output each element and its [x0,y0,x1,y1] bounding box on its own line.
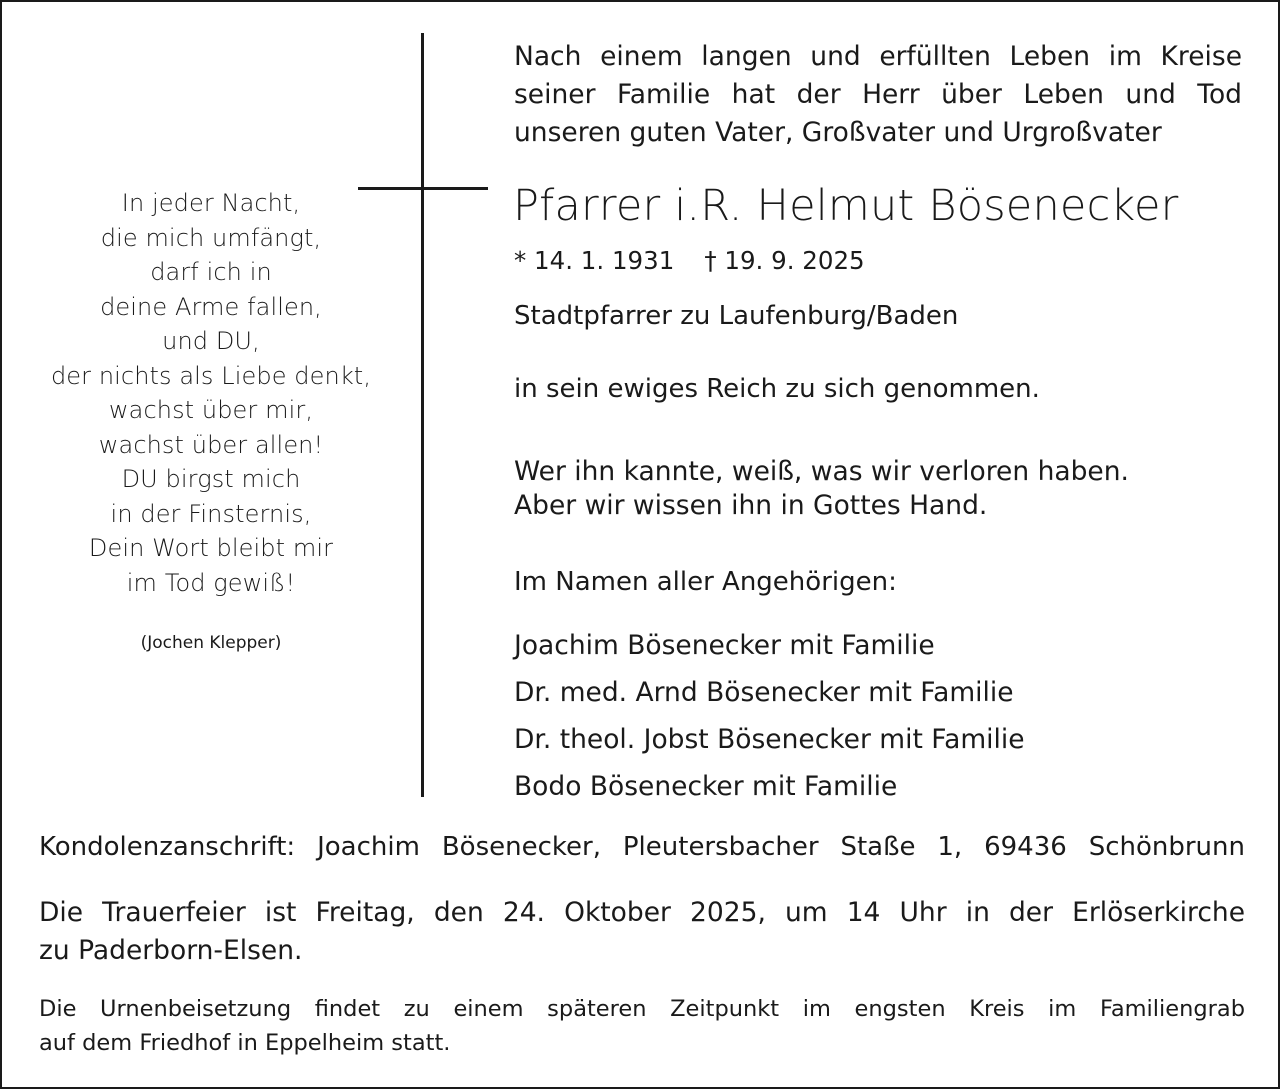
poem-line: wachst über allen! [98,430,324,459]
family-member: Joachim Bösenecker mit Familie [514,630,935,661]
birth-date: * 14. 1. 1931 [514,246,675,275]
poem-line: im Tod gewiß! [126,568,296,597]
poem-line: darf ich in [150,258,272,286]
death-date: † 19. 9. 2025 [704,246,865,275]
poem-line: In jeder Nacht, [121,189,301,217]
intro-text [514,38,1242,152]
funeral-line: Die Trauerfeier ist Freitag, den 24. Oktober 2025, um 14 Uhr in der Erlöserkirche [39,897,1245,928]
deceased-name: Pfarrer i.R. Helmut Bösenecker [513,181,1179,231]
family-member: Dr. theol. Jobst Bösenecker mit Familie [514,724,1025,755]
lost-text [514,455,1129,523]
poem-line: deine Arme fallen, [100,292,322,321]
deceased-role: Stadtpfarrer zu Laufenburg/Baden [514,301,959,331]
poem-line: wachst über mir, [108,396,314,424]
poem-line: die mich umfängt, [100,223,322,252]
urn-line: Die Urnenbeisetzung findet zu einem späteren Zeitpunkt im engsten Kreis im Familiengrab [39,996,1245,1022]
lost-line: Aber wir wissen ihn in Gottes Hand. [514,490,988,521]
family-list [514,622,1025,810]
cross-icon-vertical-bar [421,33,424,797]
poem-line: in der Finsternis, [110,499,312,528]
family-member: Dr. med. Arnd Bösenecker mit Familie [514,677,1014,708]
poem-line: und DU, [162,327,260,355]
poem-line: DU birgst mich [121,465,301,493]
intro-line: unseren guten Vater, Großvater und Urgroßvater [514,117,1162,148]
poem-line: Dein Wort bleibt mir [88,534,334,562]
condolence-address: Kondolenzanschrift: Joachim Bösenecker, Pleutersbacher Staße 1, 69436 Schönbrunn [39,832,1245,862]
poem-line: der nichts als Liebe denkt, [50,361,372,390]
family-member: Bodo Bösenecker mit Familie [514,771,898,802]
poem [36,186,386,600]
poem-author: (Jochen Klepper) [140,633,282,653]
life-dates [514,243,865,279]
intro-line: Nach einem langen und erfüllten Leben im Kreise [514,41,1242,72]
urn-burial [39,992,1245,1060]
urn-line: auf dem Friedhof in Eppelheim statt. [39,1030,451,1056]
lost-line: Wer ihn kannte, weiß, was wir verloren haben. [514,456,1129,487]
reich-text: in sein ewiges Reich zu sich genommen. [514,374,1040,404]
funeral-service [39,894,1245,970]
relatives-heading: Im Namen aller Angehörigen: [514,567,897,597]
funeral-line: zu Paderborn-Elsen. [39,935,303,966]
intro-line: seiner Familie hat der Herr über Leben und Tod [514,79,1242,110]
